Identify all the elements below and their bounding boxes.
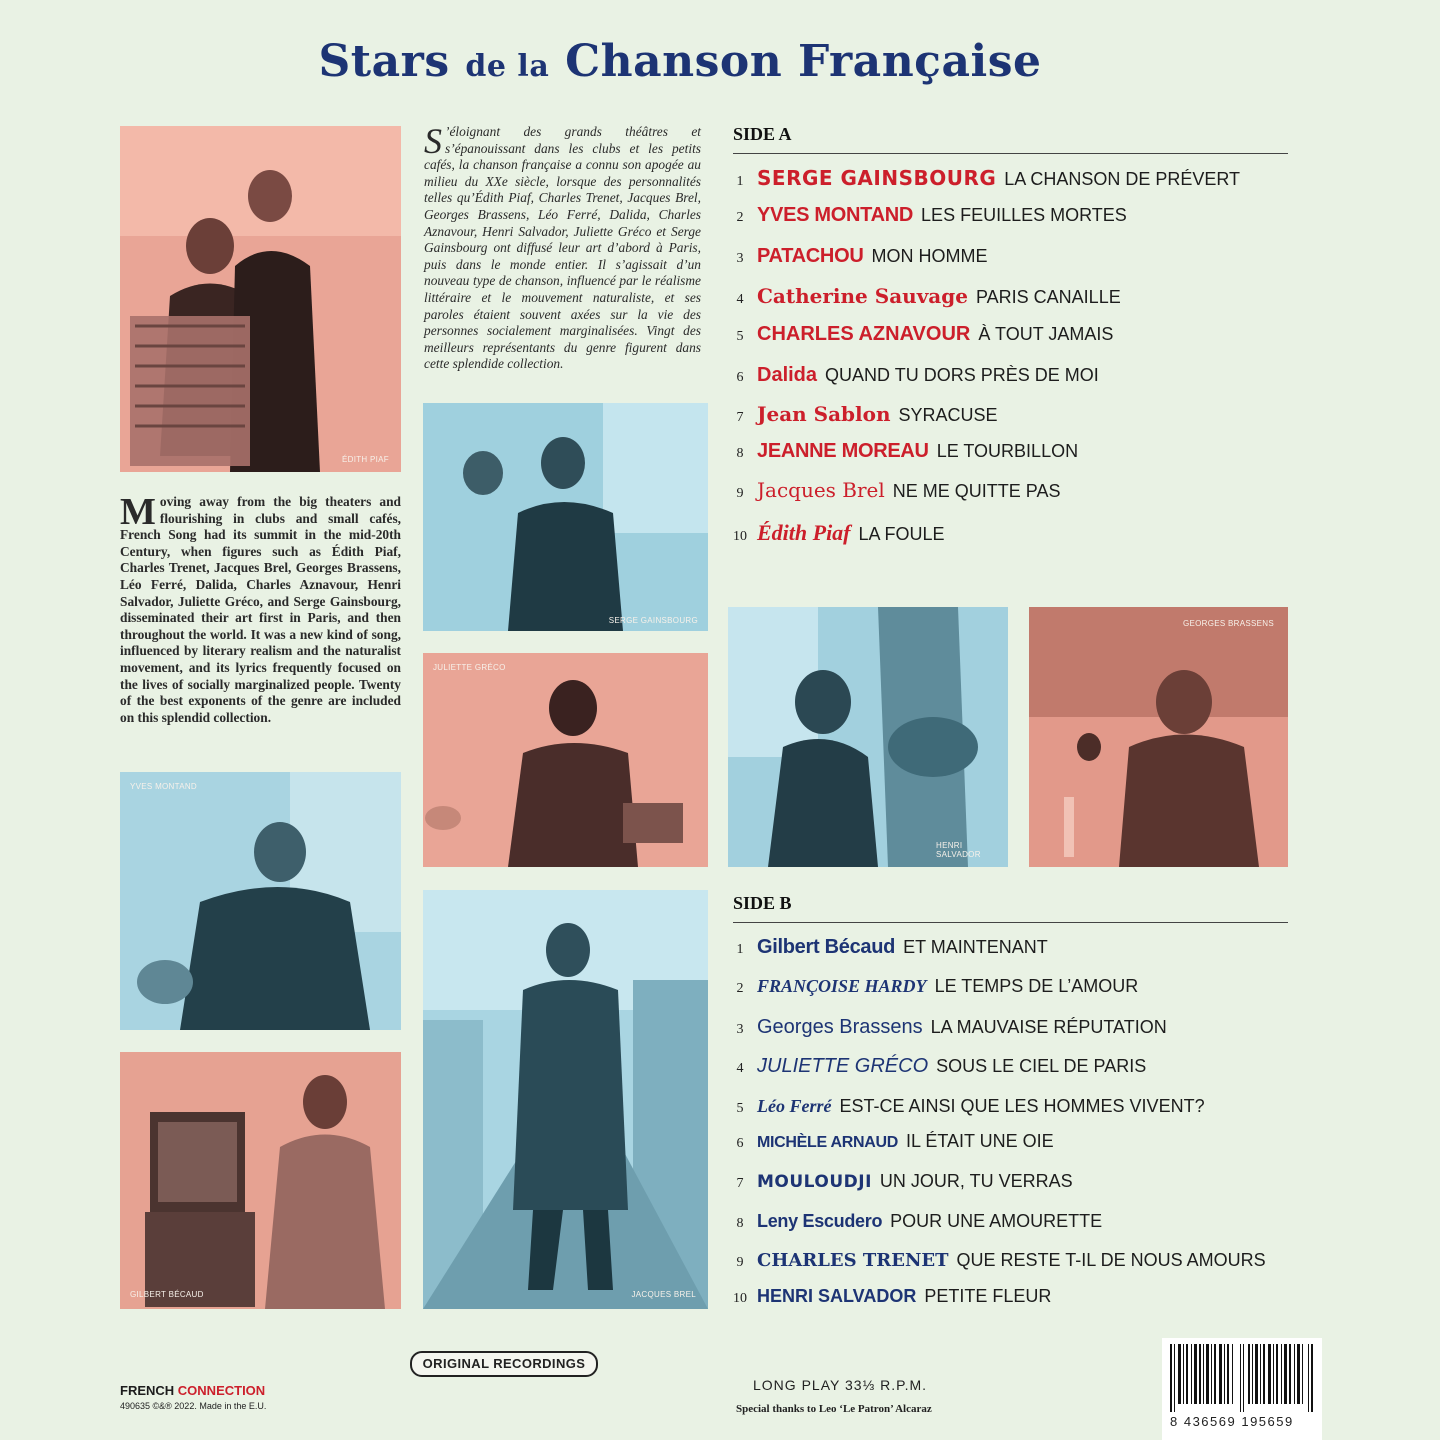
track-artist: MICHÈLE ARNAUD	[757, 1134, 898, 1151]
track-title: SYRACUSE	[898, 405, 998, 425]
side-a-track-4	[728, 284, 1328, 314]
track-number: 9	[736, 486, 744, 501]
track-title: LA FOULE	[858, 524, 945, 544]
caption-georges-brassens: GEORGES BRASSENS	[1182, 619, 1274, 628]
thanks-line: Special thanks to Leo ‘Le Patron’ Alcaraz	[736, 1403, 932, 1415]
track-title: UN JOUR, TU VERRAS	[879, 1171, 1073, 1191]
track-number: 10	[733, 1291, 747, 1306]
side-a-track-7	[728, 402, 1328, 432]
intro-english-dropcap: M	[120, 491, 156, 533]
track-artist: JEANNE MOREAU	[757, 440, 929, 462]
track-number: 2	[736, 981, 744, 996]
side-a-track-3	[728, 245, 1328, 275]
track-artist: Gilbert Bécaud	[757, 936, 896, 958]
side-b-track-1	[728, 936, 1328, 966]
barcode-bars	[1170, 1344, 1318, 1412]
caption-yves-montand: YVES MONTAND	[130, 782, 198, 791]
intro-french-dropcap: S	[424, 121, 442, 161]
side-a-track-6	[728, 364, 1328, 394]
track-number: 7	[736, 410, 744, 425]
photo-georges-brassens	[1029, 607, 1288, 867]
photo-juliette-greco	[423, 653, 708, 867]
track-title: LES FEUILLES MORTES	[921, 205, 1127, 225]
track-artist: Leny Escudero	[757, 1211, 883, 1231]
track-number: 5	[736, 329, 744, 344]
track-artist: Jean Sablon	[757, 402, 891, 426]
caption-gilbert-becaud: GILBERT BÉCAUD	[130, 1290, 204, 1299]
side-b-track-2	[728, 976, 1328, 1006]
track-title: ET MAINTENANT	[903, 937, 1048, 957]
track-title: PARIS CANAILLE	[975, 287, 1121, 307]
track-artist: YVES MONTAND	[757, 204, 914, 226]
side-b-track-4	[728, 1055, 1328, 1085]
track-number: 3	[736, 1022, 744, 1037]
album-title	[0, 36, 1360, 87]
track-artist: Dalida	[757, 364, 818, 386]
track-artist: Édith Piaf	[757, 520, 851, 545]
photo-serge-gainsbourg	[423, 403, 708, 631]
track-number: 6	[736, 370, 744, 385]
track-number: 10	[733, 529, 747, 544]
photo-gilbert-becaud	[120, 1052, 401, 1309]
track-title: QUAND TU DORS PRÈS DE MOI	[825, 365, 1099, 385]
track-title: LA CHANSON DE PRÉVERT	[1004, 169, 1241, 189]
track-title: LE TEMPS DE L’AMOUR	[934, 976, 1139, 996]
intro-french	[424, 121, 701, 373]
original-recordings-badge: ORIGINAL RECORDINGS	[410, 1351, 598, 1377]
track-title: LA MAUVAISE RÉPUTATION	[930, 1017, 1167, 1037]
track-title: QUE RESTE T-IL DE NOUS AMOURS	[956, 1250, 1266, 1270]
track-title: SOUS LE CIEL DE PARIS	[936, 1056, 1147, 1076]
track-artist: HENRI SALVADOR	[757, 1286, 917, 1306]
track-number: 8	[736, 1216, 744, 1231]
side-a-track-2	[728, 204, 1328, 234]
side-b-track-8	[728, 1211, 1328, 1241]
side-a-track-8	[728, 440, 1328, 470]
track-artist: PATACHOU	[757, 245, 864, 267]
track-title: IL ÉTAIT UNE OIE	[905, 1131, 1054, 1151]
track-title: À TOUT JAMAIS	[978, 324, 1114, 344]
title-chanson: Chanson Française	[565, 36, 1042, 87]
side-a-track-5	[728, 323, 1328, 353]
photo-henri-salvador	[728, 607, 1008, 867]
photo-jacques-brel	[423, 890, 708, 1309]
track-number: 3	[736, 251, 744, 266]
track-number: 4	[736, 292, 744, 307]
side-a-track-9	[728, 478, 1328, 508]
track-title: MON HOMME	[871, 246, 988, 266]
track-artist: Léo Ferré	[757, 1096, 832, 1116]
track-artist: MOULOUDJI	[757, 1172, 872, 1192]
track-title: PETITE FLEUR	[924, 1286, 1052, 1306]
intro-english-text: oving away from the big theaters and flourishing in clubs and small cafés, French Song had its summit in the mid-20th Century, when figures such as Édith Piaf, Charles Trenet, Jacques Brel, Georges Brassens, Léo Ferré, Dalida, Charles Aznavour, Henri Salvador, Juliette Gréco, and Serge Gainsbourg, disseminated their art first in Paris, and then throughout the world. It was a new kind of song, influenced by literary realism and the naturalist movement, and its lyrics frequently focused on the lives of socially marginalized people. Twenty of the best exponents of the genre are included on this splendid collection.	[120, 494, 401, 725]
catalog-line: 490635 ©&® 2022. Made in the E.U.	[120, 1401, 267, 1411]
side-b-track-9	[728, 1250, 1328, 1280]
track-number: 5	[736, 1101, 744, 1116]
side-b-track-10	[728, 1286, 1328, 1316]
intro-french-text: ’éloignant des grands théâtres et s’épanouissant dans les clubs et les petits cafés, la chanson française a connu son apogée au milieu du XXe siècle, lorsque des personnalités telles qu’Édith Piaf, Charles Trenet, Jacques Brel, Georges Brassens, Léo Ferré, Dalida, Charles Aznavour, Henri Salvador, Juliette Gréco et Serge Gainsbourg ont diffusé leur art d’abord à Paris, puis dans le monde entier. Il s’agissait d’un nouveau type de chanson, influencé par le réalisme littéraire et le mouvement naturaliste, et ses paroles étaient souvent axées sur la vie des personnes socialement marginalisées. Vingt des meilleurs représentants du genre figurent dans cette splendide collection.	[424, 124, 701, 372]
barcode-digits: 8 436569 195659	[1170, 1414, 1294, 1429]
intro-english	[120, 491, 401, 726]
track-number: 1	[736, 942, 744, 957]
track-number: 2	[736, 210, 744, 225]
side-b-track-3	[728, 1016, 1328, 1046]
title-de-la: de la	[465, 49, 550, 84]
track-title: POUR UNE AMOURETTE	[890, 1211, 1103, 1231]
label-french: FRENCH	[120, 1383, 175, 1398]
track-artist: Georges Brassens	[757, 1016, 923, 1038]
track-artist: FRANÇOISE HARDY	[757, 976, 927, 996]
side-b-track-7	[728, 1171, 1328, 1201]
side-a-heading: SIDE A	[733, 124, 1288, 154]
caption-juliette-greco: JULIETTE GRÉCO	[433, 663, 506, 672]
side-b-track-6	[728, 1131, 1328, 1161]
caption-edith-piaf: ÉDITH PIAF	[341, 455, 389, 464]
track-title: NE ME QUITTE PAS	[892, 481, 1061, 501]
track-number: 7	[736, 1176, 744, 1191]
track-artist: SERGE GAINSBOURG	[757, 166, 997, 190]
side-a-track-1	[728, 166, 1328, 196]
track-number: 6	[736, 1136, 744, 1151]
track-artist: CHARLES AZNAVOUR	[757, 323, 971, 345]
photo-edith-piaf	[120, 126, 401, 472]
title-stars: Stars	[318, 36, 450, 87]
caption-serge-gainsbourg: SERGE GAINSBOURG	[608, 616, 698, 625]
side-b-heading: SIDE B	[733, 893, 1288, 923]
track-number: 8	[736, 446, 744, 461]
label-connection: CONNECTION	[177, 1383, 266, 1398]
long-play-label: LONG PLAY 33⅓ R.P.M.	[753, 1377, 928, 1393]
side-b-track-5	[728, 1096, 1328, 1126]
track-number: 4	[736, 1061, 744, 1076]
side-a-track-10	[728, 520, 1328, 550]
photo-yves-montand	[120, 772, 401, 1030]
track-artist: Jacques Brel	[757, 478, 885, 502]
track-artist: JULIETTE GRÉCO	[757, 1055, 929, 1077]
track-number: 9	[736, 1255, 744, 1270]
track-title: EST-CE AINSI QUE LES HOMMES VIVENT?	[839, 1096, 1205, 1116]
track-number: 1	[736, 174, 744, 189]
track-title: LE TOURBILLON	[936, 441, 1079, 461]
caption-henri-salvador: HENRI SALVADOR	[936, 841, 981, 859]
track-artist: Catherine Sauvage	[757, 284, 968, 308]
track-artist: CHARLES TRENET	[757, 1250, 949, 1271]
barcode	[1162, 1338, 1322, 1440]
caption-jacques-brel: JACQUES BREL	[631, 1290, 696, 1299]
label-logo	[120, 1383, 265, 1398]
